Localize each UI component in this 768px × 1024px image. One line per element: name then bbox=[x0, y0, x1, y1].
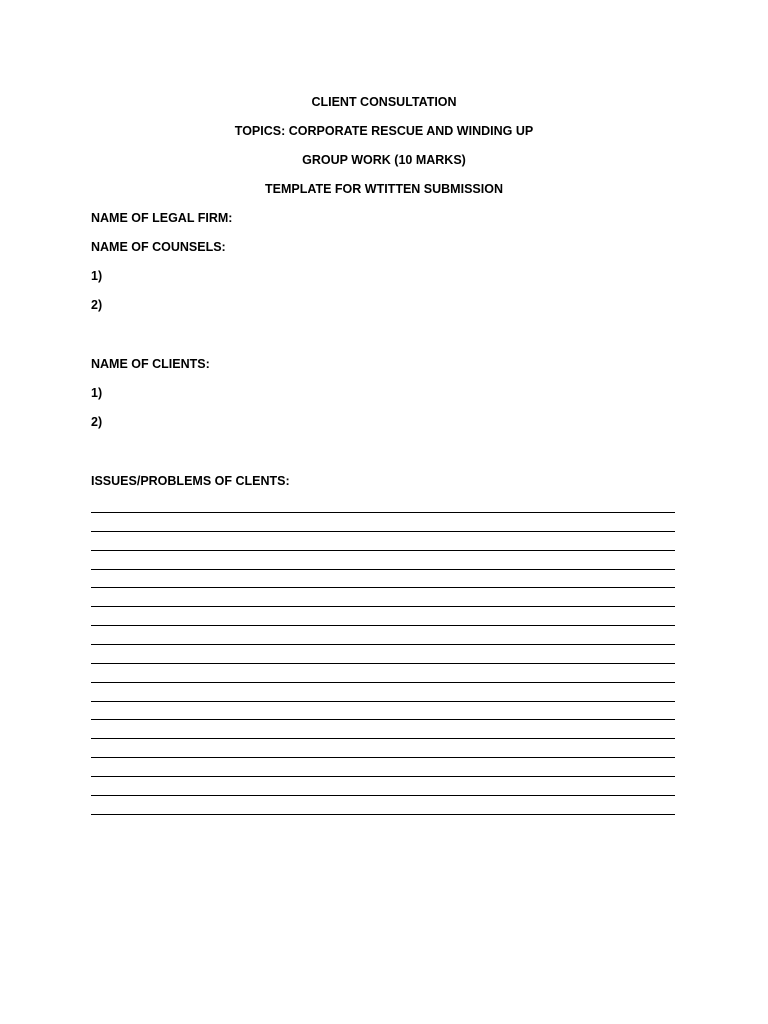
answer-line bbox=[91, 569, 675, 570]
document-title: CLIENT CONSULTATION bbox=[311, 95, 457, 109]
counsels-label: NAME OF COUNSELS: bbox=[91, 240, 226, 254]
answer-line bbox=[91, 663, 675, 664]
answer-line bbox=[91, 550, 675, 551]
template-line: TEMPLATE FOR WTITTEN SUBMISSION bbox=[265, 182, 503, 196]
answer-line bbox=[91, 738, 675, 739]
answer-line bbox=[91, 757, 675, 758]
answer-line bbox=[91, 814, 675, 815]
answer-line bbox=[91, 531, 675, 532]
answer-line bbox=[91, 776, 675, 777]
answer-line bbox=[91, 644, 675, 645]
answer-line bbox=[91, 625, 675, 626]
group-work-line: GROUP WORK (10 MARKS) bbox=[302, 153, 466, 167]
answer-line bbox=[91, 587, 675, 588]
client-item-1: 1) bbox=[91, 386, 103, 400]
answer-line bbox=[91, 795, 675, 796]
issues-label: ISSUES/PROBLEMS OF CLENTS: bbox=[91, 474, 290, 488]
answer-line bbox=[91, 512, 675, 513]
legal-firm-label: NAME OF LEGAL FIRM: bbox=[91, 211, 233, 225]
counsel-item-1: 1) bbox=[91, 269, 103, 283]
topics-line: TOPICS: CORPORATE RESCUE AND WINDING UP bbox=[234, 124, 534, 138]
client-item-2: 2) bbox=[91, 415, 103, 429]
clients-label: NAME OF CLIENTS: bbox=[91, 357, 210, 371]
answer-line bbox=[91, 682, 675, 683]
counsel-item-2: 2) bbox=[91, 298, 103, 312]
answer-line bbox=[91, 606, 675, 607]
answer-line bbox=[91, 719, 675, 720]
answer-line bbox=[91, 701, 675, 702]
